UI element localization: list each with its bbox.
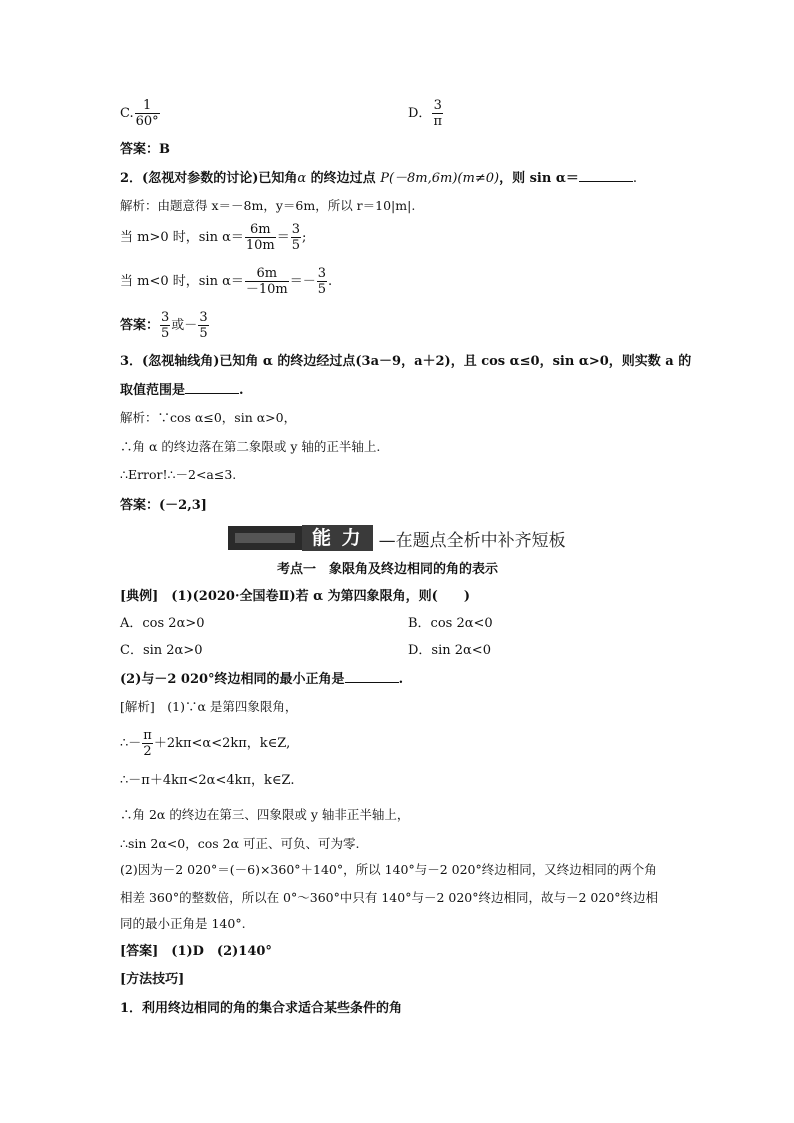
fraction: $\frac{3}{5}$ <box>199 310 208 341</box>
solution-line-7: 相差 360°的整数倍，所以在 0°～360°中只有 140°与－2 020°终边相同，故与－2 020°终边相 <box>120 890 659 905</box>
q2-stem: 2．(忽视对参数的讨论)已知角α 的终边过点 P(－8m,6m)(m≠0)，则 sin α＝ . <box>120 171 637 186</box>
solution-line-8: 同的最小正角是 140°. <box>120 916 246 931</box>
example-option-d: D．sin 2α<0 <box>408 643 491 658</box>
method-heading: [方法技巧] <box>120 972 185 987</box>
example-answer: [答案] (1)D (2)140° <box>120 944 272 959</box>
fraction: $\frac{3}{\pi}$ <box>433 98 442 129</box>
example-option-c: C．sin 2α>0 <box>120 643 203 658</box>
q2-case-negative: 当 m<0 时，sin α＝ $\frac{6m}{-10m}$ ＝－ $\frac{3}{5}$ . <box>120 266 333 297</box>
q2-analysis: 解析：由题意得 x＝－8m，y＝6m，所以 r＝10|m|. <box>120 198 416 213</box>
option-label: D． <box>408 106 432 121</box>
answer-blank <box>579 169 633 182</box>
method-tip-1: 1．利用终边相同的角的集合求适合某些条件的角 <box>120 1001 403 1016</box>
q3-analysis-1: 解析：∵cos α≤0，sin α>0， <box>120 410 297 425</box>
q1-option-c <box>120 98 161 129</box>
fraction: $\frac{6m}{10m}$ <box>245 222 275 253</box>
fraction: $\frac{3}{5}$ <box>317 266 327 297</box>
solution-line-6: (2)因为－2 020°＝(－6)×360°＋140°，所以 140°与－2 020°终边相同，又终边相同的两个角 <box>120 862 657 877</box>
q3-stem-line1: 3．(忽视轴线角)已知角 α 的终边经过点(3a－9，a＋2)，且 cos α≤0，sin α>0，则实数 a 的 <box>120 354 692 369</box>
q2-case-positive: 当 m>0 时，sin α＝ $\frac{6m}{10m}$ ＝ $\frac{3}{5}$ ; <box>120 222 307 253</box>
example-question-2: (2)与－2 020°终边相同的最小正角是 . <box>120 672 404 687</box>
fraction: $\frac{3}{5}$ <box>291 222 301 253</box>
example-question: [典例] (1)(2020·全国卷Ⅱ)若 α 为第四象限角，则( ) <box>120 589 470 604</box>
banner-subtitle: —在题点全析中补齐短板 <box>378 530 566 551</box>
q3-stem-line2: 取值范围是 . <box>120 383 244 398</box>
option-label: C. <box>120 106 134 121</box>
fraction: $\frac{3}{5}$ <box>161 310 170 341</box>
q2-answer: 答案： $\frac{3}{5}$ 或－ $\frac{3}{5}$ <box>120 310 208 341</box>
solution-line-2: ∴－ $\frac{\pi}{2}$ ＋2kπ<α<2kπ，k∈Z, <box>120 728 291 759</box>
section-banner <box>228 525 566 551</box>
q3-answer: 答案：(－2,3] <box>120 498 207 513</box>
q1-answer: 答案：B <box>120 142 170 157</box>
answer-blank <box>185 381 239 394</box>
q3-analysis-3: ∴Error!∴－2<a≤3. <box>120 467 237 482</box>
solution-line-4: ∴角 2α 的终边在第三、四象限或 y 轴非正半轴上， <box>120 807 410 822</box>
q1-option-d <box>408 98 444 129</box>
solution-line-5: ∴sin 2α<0，cos 2α 可正、可负、可为零. <box>120 836 360 851</box>
example-option-b: B．cos 2α<0 <box>408 616 493 631</box>
solution-line-3: ∴－π＋4kπ<2α<4kπ，k∈Z. <box>120 773 295 788</box>
banner-decoration <box>228 526 302 550</box>
fraction: $\frac{6m}{-10m}$ <box>245 266 288 297</box>
banner-tag: 能 力 <box>302 525 373 551</box>
section-title: 考点一 象限角及终边相同的角的表示 <box>277 562 499 577</box>
fraction: $\frac{1}{60^\circ}$ <box>135 98 159 129</box>
fraction: $\frac{\pi}{2}$ <box>143 728 152 759</box>
example-option-a: A．cos 2α>0 <box>120 616 205 631</box>
q3-analysis-2: ∴角 α 的终边落在第二象限或 y 轴的正半轴上. <box>120 439 381 454</box>
solution-line-1: [解析] (1)∵α 是第四象限角， <box>120 699 298 714</box>
answer-blank <box>345 670 399 683</box>
